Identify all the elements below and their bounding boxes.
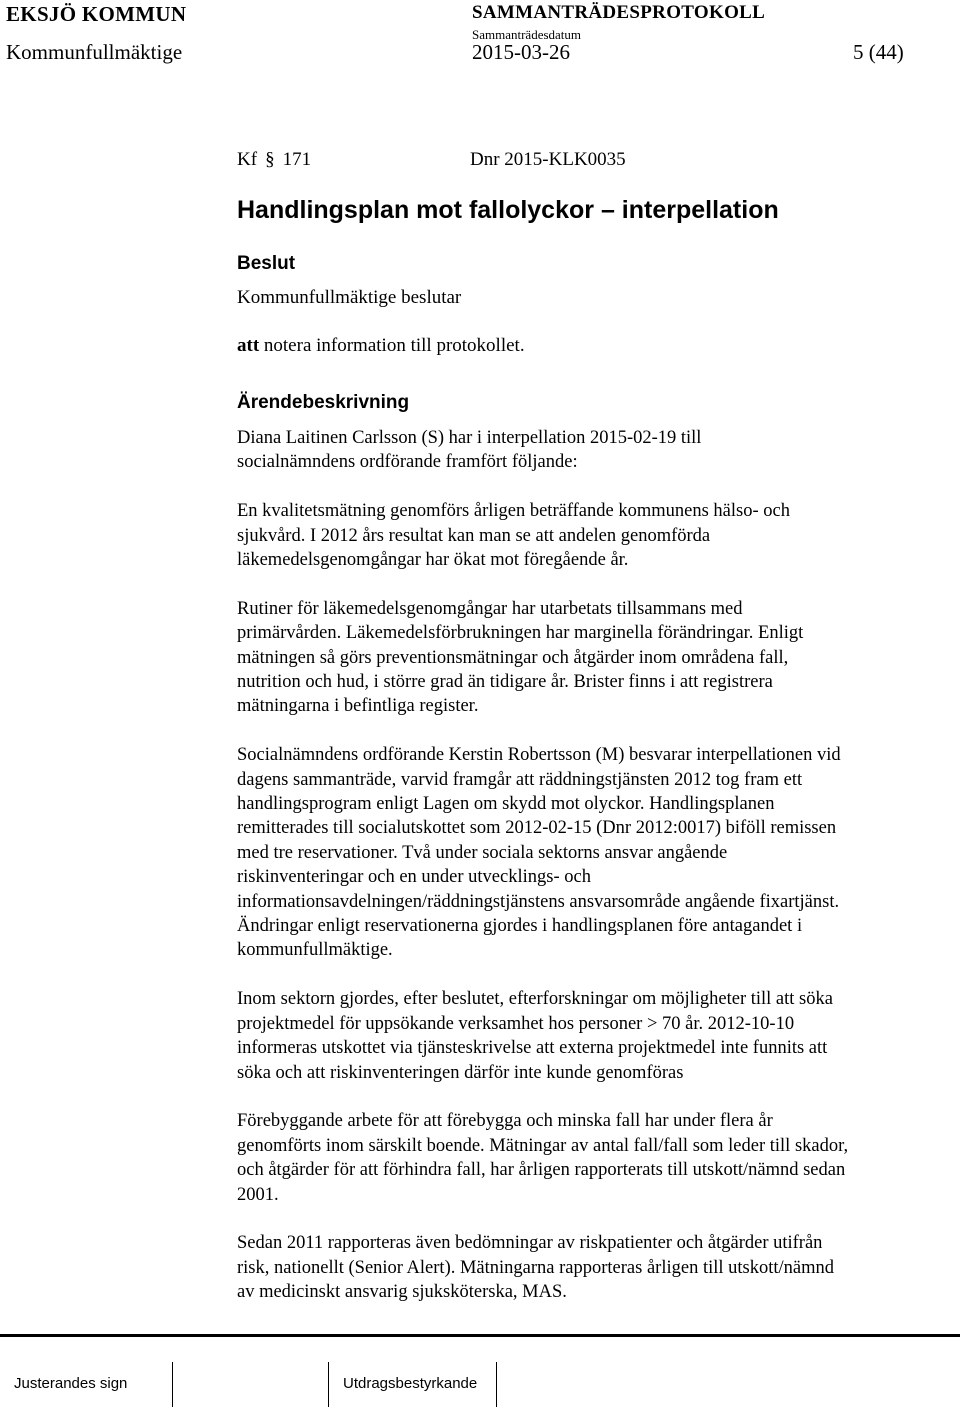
paragraph [237, 426, 927, 475]
paragraph [237, 1109, 927, 1207]
paragraph-line: mätningen så görs preventionsmätningar och åtgärder inom områdena fall, [237, 647, 789, 668]
paragraph [237, 743, 927, 963]
page-title: Handlingsplan mot fallolyckor – interpellation [237, 196, 779, 224]
paragraph-line: remitterades till socialutskottet som 2012-02-15 (Dnr 2012:0017) biföll remissen [237, 818, 837, 839]
paragraph-line: Sedan 2011 rapporteras även bedömningar av riskpatienter och åtgärder utifrån [237, 1233, 823, 1254]
paragraph-line: handlingsprogram enligt Lagen om skydd mot olyckor. Handlingsplanen [237, 794, 775, 815]
paragraph [237, 1231, 927, 1304]
beslut-text: Kommunfullmäktige beslutar [237, 287, 462, 308]
paragraph-line: Förebyggande arbete för att förebygga och minska fall har under flera år [237, 1111, 773, 1132]
paragraph-line: med tre reservationer. Två under sociala sektorns ansvar angående [237, 842, 728, 863]
paragraph-line: mätningarna i befintliga register. [237, 696, 479, 717]
beslut-heading: Beslut [237, 253, 296, 274]
paragraph-line: genomförts inom särskilt boende. Mätningar av antal fall/fall som leder till skador, [237, 1135, 849, 1156]
paragraph-line: En kvalitetsmätning genomförs årligen beträffande kommunens hälso- och [237, 501, 790, 522]
paragraph-line: kommunfullmäktige. [237, 940, 393, 961]
arende-body [237, 426, 927, 1329]
paragraph [237, 987, 927, 1085]
utdragsbestyrkande-label: Utdragsbestyrkande [343, 1375, 478, 1392]
paragraph-line: nutrition och hud, i större grad än tidigare år. Brister finns i att registrera [237, 672, 773, 693]
page-number: 5 (44) [853, 40, 904, 64]
paragraph-line: Rutiner för läkemedelsgenomgångar har utarbetats tillsammans med [237, 598, 743, 619]
paragraph [237, 499, 927, 572]
case-prefix: Kf [237, 149, 258, 170]
meeting-date: 2015-03-26 [472, 40, 570, 64]
organization-name: EKSJÖ KOMMUN [6, 2, 187, 26]
footer-divider [496, 1362, 497, 1407]
paragraph-line: sjukvård. I 2012 års resultat kan man se att andelen genomförda [237, 525, 711, 546]
footer-divider [172, 1362, 173, 1407]
paragraph-line: söka och att riskinventeringen därför inte kunde genomföras [237, 1062, 684, 1083]
footer-divider [328, 1362, 329, 1407]
date-label: Sammanträdesdatum [472, 27, 582, 42]
document-type: SAMMANTRÄDESPROTOKOLL [472, 2, 766, 23]
paragraph-line: läkemedelsgenomgångar har ökat mot föregående år. [237, 550, 629, 571]
case-number-value: 171 [282, 149, 312, 170]
footer-rule [0, 1334, 960, 1337]
paragraph [237, 597, 927, 719]
governing-body: Kommunfullmäktige [6, 40, 183, 64]
section-symbol: § [265, 149, 275, 170]
paragraph-line: risk, nationellt (Senior Alert). Mätningarna rapporteras årligen till utskott/nämnd [237, 1257, 834, 1278]
paragraph-line: Inom sektorn gjordes, efter beslutet, efterforskningar om möjligheter till att söka [237, 989, 833, 1010]
justerandes-sign-label: Justerandes sign [14, 1375, 128, 1392]
paragraph-line: och åtgärder för att förhindra fall, har årligen rapporterats till utskott/nämnd sedan [237, 1160, 846, 1181]
paragraph-line: av medicinskt ansvarig sjuksköterska, MAS. [237, 1282, 567, 1303]
paragraph-line: projektmedel för uppsökande verksamhet hos personer > 70 år. 2012-10-10 [237, 1013, 795, 1034]
paragraph-line: Diana Laitinen Carlsson (S) har i interpellation 2015-02-19 till [237, 428, 702, 448]
arende-heading: Ärendebeskrivning [237, 392, 410, 413]
paragraph-line: informeras utskottet via tjänsteskrivelse att externa projektmedel inte funnits att [237, 1038, 828, 1059]
paragraph-line: informationsavdelningen/räddningstjänstens ansvarsområde angående fixartjänst. [237, 891, 840, 912]
paragraph-line: dagens sammanträde, varvid framgår att räddningstjänsten 2012 tog fram ett [237, 769, 803, 790]
paragraph-line: Ändringar enligt reservationerna gjordes i handlingsplanen före antagandet i [237, 916, 803, 937]
case-dnr: Dnr 2015-KLK0035 [470, 149, 626, 170]
case-number [237, 149, 311, 171]
paragraph-line: primärvården. Läkemedelsförbrukningen har marginella förändringar. Enligt [237, 623, 804, 644]
paragraph-line: 2001. [237, 1184, 279, 1205]
paragraph-line: socialnämndens ordförande framfört följande: [237, 452, 578, 473]
paragraph-line: riskinventeringar och en under utvecklings- och [237, 867, 591, 888]
beslut-decision-text: notera information till protokollet. [259, 335, 525, 356]
paragraph-line: Socialnämndens ordförande Kerstin Robertsson (M) besvarar interpellationen vid [237, 745, 841, 766]
beslut-decision [237, 335, 525, 357]
att-keyword: att [237, 335, 260, 356]
